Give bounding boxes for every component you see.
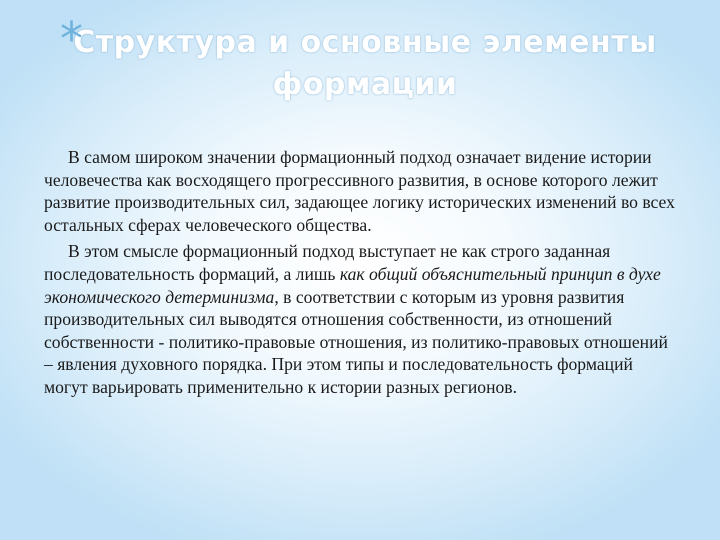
paragraph-2-italic-phrase: как общий объяснительный принцип в духе экономического детерминизма: [44, 263, 661, 307]
title-block: [40, 12, 690, 106]
slide-title: Структура и основные элементы формации: [73, 25, 657, 102]
bullet-asterisk-icon: *: [60, 12, 83, 66]
paragraph-1-text: В самом широком значении формационный подход означает видение истории человечества как восходящего прогрессивного развития, в основе которого лежит развитие производительных сил, задающее логику исторических изменений во всех остальных сферах человеческого общества.: [44, 147, 675, 235]
paragraph-2-text-start: В этом смысле формационный подход выступает не как строго заданная последовательность формаций, а лишь: [44, 241, 611, 284]
slide-body: [44, 146, 680, 403]
paragraph-2: [44, 240, 680, 398]
paragraph-2-text-end: , в соответствии с которым из уровня развития производительных сил выводятся отношения собственности, из отношений собственности - политико-правовые отношения, из политико-правовых отношений – явления духовного порядка. При этом типы и последовательность формаций могут варьировать применительно к истории разных регионов.: [44, 286, 668, 397]
paragraph-1: [44, 146, 680, 236]
